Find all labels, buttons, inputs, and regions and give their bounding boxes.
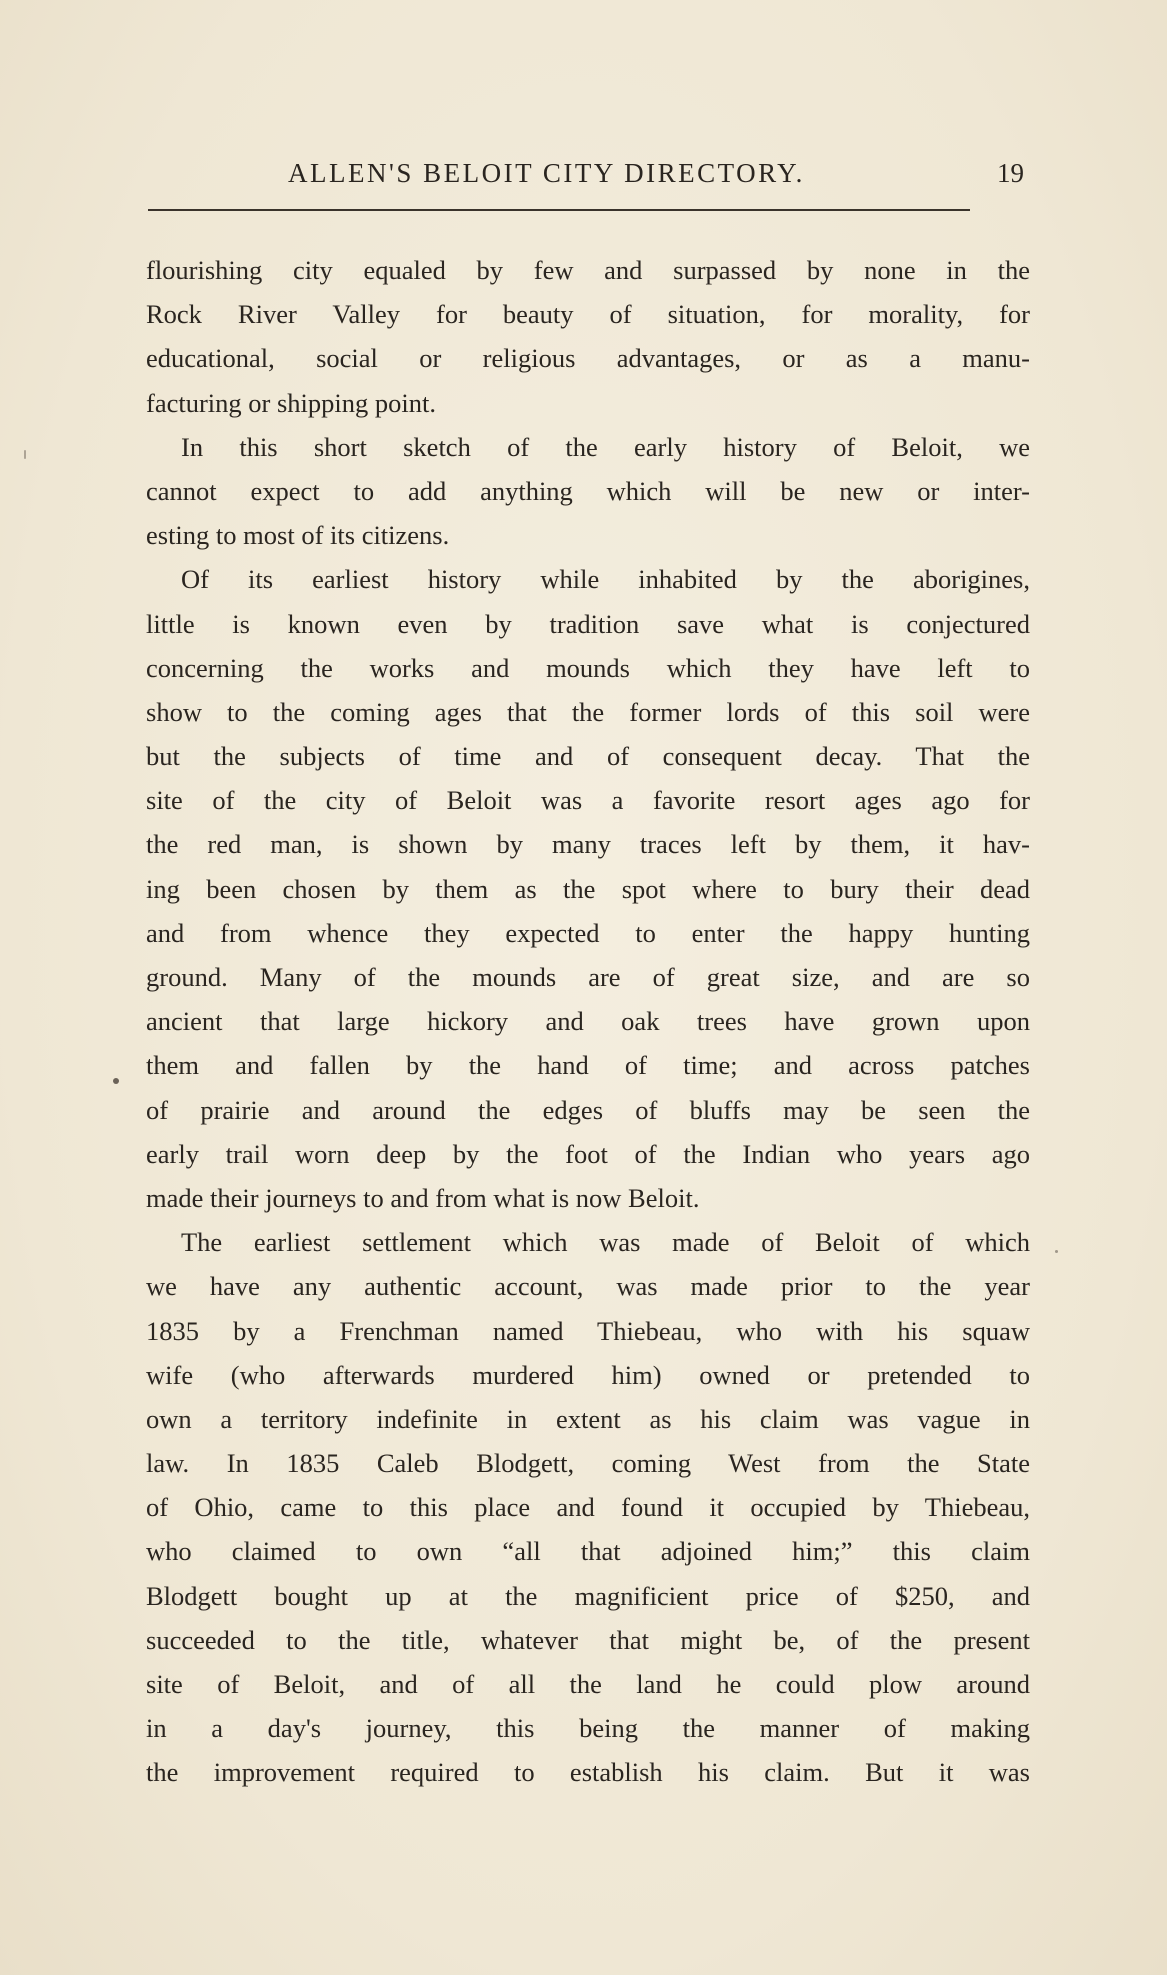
text-line: who claimed to own “all that adjoined him;” this claim — [146, 1536, 1030, 1567]
body-text — [146, 248, 1030, 1795]
text-line: made their journeys to and from what is now Beloit. — [146, 1182, 700, 1213]
text-line: wife (who afterwards murdered him) owned or pretended to — [146, 1359, 1030, 1390]
text-line: show to the coming ages that the former lords of this soil were — [146, 696, 1030, 727]
page-number: 19 — [997, 158, 1024, 188]
text-line: facturing or shipping point. — [146, 387, 436, 418]
running-title: ALLEN'S BELOIT CITY DIRECTORY. — [288, 158, 805, 188]
text-line: but the subjects of time and of consequent decay. That the — [146, 741, 1030, 772]
text-line: esting to most of its citizens. — [146, 520, 450, 551]
paper-speck — [24, 450, 26, 459]
text-line: ing been chosen by them as the spot where to bury their dead — [146, 873, 1030, 904]
text-line: them and fallen by the hand of time; and across patches — [146, 1050, 1030, 1081]
text-line: and from whence they expected to enter the happy hunting — [146, 917, 1030, 948]
text-line: law. In 1835 Caleb Blodgett, coming West from the State — [146, 1448, 1030, 1479]
text-line: the improvement required to establish his claim. But it was — [146, 1757, 1030, 1788]
text-line: In this short sketch of the early history of Beloit, we — [181, 431, 1030, 462]
text-line: ground. Many of the mounds are of great size, and are so — [146, 962, 1030, 992]
text-line: of prairie and around the edges of bluffs may be seen the — [146, 1094, 1030, 1125]
text-line: early trail worn deep by the foot of the Indian who years ago — [146, 1138, 1030, 1169]
text-line: Of its earliest history while inhabited by the aborigines, — [181, 564, 1030, 595]
text-line: own a territory indefinite in extent as his claim was vague in — [146, 1403, 1030, 1434]
text-line: little is known even by tradition save what is conjectured — [146, 608, 1030, 639]
text-line: flourishing city equaled by few and surpassed by none in the — [146, 255, 1030, 285]
text-line: succeeded to the title, whatever that might be, of the present — [146, 1624, 1030, 1655]
text-line: of Ohio, came to this place and found it occupied by Thiebeau, — [146, 1492, 1030, 1523]
paper-speck — [113, 1078, 119, 1084]
text-line: ancient that large hickory and oak trees have grown upon — [146, 1006, 1030, 1037]
header-rule — [148, 209, 970, 211]
text-line: 1835 by a Frenchman named Thiebeau, who with his squaw — [146, 1315, 1030, 1346]
text-line: the red man, is shown by many traces left by them, it hav- — [146, 829, 1030, 860]
text-line: we have any authentic account, was made prior to the year — [146, 1271, 1030, 1302]
text-line: educational, social or religious advantages, or as a manu- — [146, 343, 1030, 374]
text-line: site of Beloit, and of all the land he could plow around — [146, 1669, 1030, 1699]
page-header — [148, 158, 1028, 204]
text-line: cannot expect to add anything which will be new or inter- — [146, 475, 1030, 506]
paper-speck — [1055, 1250, 1058, 1253]
text-line: The earliest settlement which was made of Beloit of which — [181, 1227, 1030, 1258]
text-line: Rock River Valley for beauty of situation, for morality, for — [146, 299, 1030, 330]
text-line: Blodgett bought up at the magnificient price of $250, and — [146, 1580, 1030, 1611]
text-line: site of the city of Beloit was a favorite resort ages ago for — [146, 785, 1030, 816]
text-line: in a day's journey, this being the manner of making — [146, 1713, 1030, 1744]
text-line: concerning the works and mounds which they have left to — [146, 652, 1030, 683]
